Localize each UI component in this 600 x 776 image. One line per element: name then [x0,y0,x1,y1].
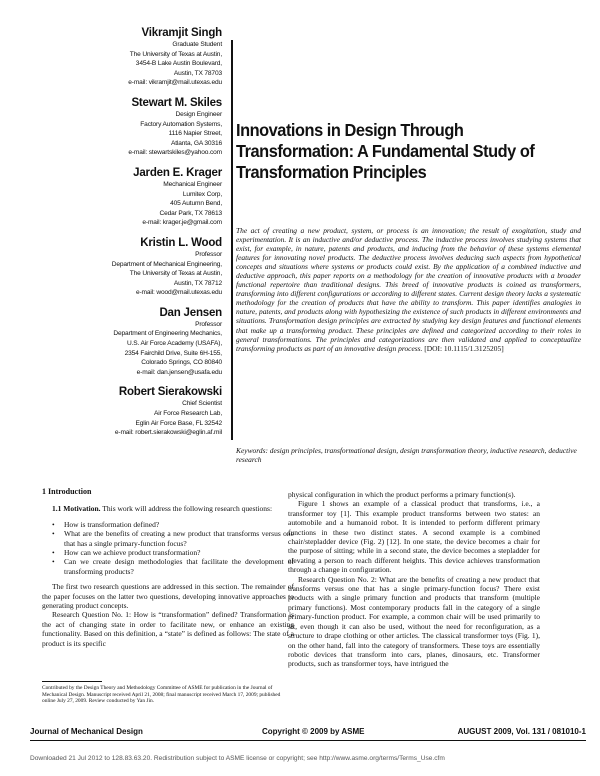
author-block [14,166,222,228]
body-column-right [288,490,540,669]
author-affiliation-line: Graduate Student [172,41,222,48]
page-footer [30,727,586,739]
author-email[interactable]: e-mail: dan.jensen@usafa.edu [136,368,222,376]
author-name: Kristin L. Wood [140,236,222,249]
author-affiliation-line: 2354 Fairchild Drive, Suite 6H-155, [124,349,222,357]
download-notice: Downloaded 21 Jul 2012 to 128.83.63.20. Redistribution subject to ASME license or copyright; see http://www.asme.org/terms/Terms_Use.cfm [30,755,445,762]
research-question: • How is transformation defined? [64,520,294,529]
research-question: • Can we create design methodologies that facilitate the development of transforming products? [64,557,294,576]
footer-rule [30,740,586,741]
author-block [14,26,222,88]
author-column [14,26,222,446]
vertical-rule [231,40,233,440]
author-email[interactable]: e-mail: robert.sierakowski@eglin.af.mil [114,429,222,437]
author-block [14,306,222,378]
author-affiliation-line: Design Engineer [175,110,222,118]
author-affiliation-line: U.S. Air Force Academy (USAFA), [126,340,222,348]
author-affiliation-line: Austin, TX 78712 [173,279,222,287]
paragraph: Figure 1 shows an example of a classical product that transforms, i.e., a transformer toy [1]. This example product transforms between two states: an automobile and a humanoid robot. It is intended to perform different primary functions in these two distinct states. A second example is a combined chair/stepladder device (Fig. 2) [12]. In one state, the device becomes a chair for the purpose of sitting; while in a second state, the device becomes a stepladder for elevating a person to reach different heights. This device achieves transformation through a change in configuration. [288,499,540,575]
author-block [14,236,222,298]
author-affiliation-line: Professor [195,250,222,258]
author-affiliation-line: Eglin Air Force Base, FL 32542 [135,419,222,427]
footnote-rule [42,681,102,682]
paragraph: Research Question No. 2: What are the benefits of creating a new product that transforms versus one that has a single primary-function focus? There exist products with a single primary function and products that transform (multiple primary functions). Most contemporary products fall in the category of a single primary-function product. For example, a common chair will be used primarily to sit, even though it can also be used, without the need for reconfiguration, as a structure to drape clothing or other articles. The classical transformer toys (Fig. 1), on the other hand, fall into the category of transformers. These toys are essentially robotic devices that transform into cars, planes, dinosaurs, etc. Transformer products, such as transformer toys, have intrigued the [288,574,540,669]
keywords: Keywords: design principles, transformational design, design transformation theory, inductive research, deductive research [236,446,577,465]
author-affiliation-line: 405 Autumn Bend, [170,200,222,208]
author-block [14,96,222,158]
paper-title: Innovations in Design Through Transformation: A Fundamental Study of Transformation Principles [236,120,535,182]
author-affiliation-line: Department of Engineering Mechanics, [113,330,222,338]
paragraph: physical configuration in which the product performs a primary function(s). [288,490,516,499]
research-questions-list [42,520,294,576]
author-affiliation-line: Air Force Research Lab, [153,410,222,418]
section-heading: 1 Introduction [42,487,92,496]
author-affiliation-line: Colorado Springs, CO 80840 [141,359,222,367]
author-affiliation-line: Mechanical Engineer [163,180,222,188]
author-affiliation-line: Professor [195,320,222,328]
paragraph: The first two research questions are addressed in this section. The remainder of the paper focuses on the latter two questions, developing innovative approaches to generating product concepts. [42,582,294,611]
research-question: • How can we achieve product transformation? [64,548,294,557]
author-affiliation-line: The University of Texas at Austin, [129,270,222,278]
body-column-left [42,487,294,648]
footnote: Contributed by the Design Theory and Methodology Committee of ASME for publication in the Journal of Mechanical Design. Manuscript received April 21, 2008; final manuscript received March 17, 2009; published online July 27, 2009. Review conducted by Yan Jin. [42,685,281,705]
author-affiliation-line: Chief Scientist [182,400,222,408]
abstract [236,226,581,353]
subsection-label: 1.1 Motivation. [52,504,101,514]
copyright: Copyright © 2009 by ASME [262,727,365,736]
author-name: Vikramjit Singh [141,27,222,39]
abstract-text: The act of creating a new product, system, or process is an innovation; the result of exogitation, study and experimentation. It is an inductive and/or deductive process. The inductive process involves studying systems that exist, for example, in nature, patents and products, and inducing from the behavior of these systems elemental features for innovating novel products. The deductive process involves deducing such aspects from hypothetical concepts and situations where systems or products could exist. By the application of a combined inductive and deductive approach, this paper reports on a methodology for the creation of innovative products with a broader functional repertoire than traditional designs. This breed of innovative products is coined as transformers, transforming into different configurations or according to different states. Current design theory lacks a systematic methodology for the creation of products that have the ability to transform. This paper identifies analogies in nature, patents, and products along with hypothesizing the existence of such products in different environments and situations. Transformation design principles are extracted by studying key design features and functional elements that make up a transforming product. These principles are defined and categorized according to their roles in general transformations. The principles and categorizations are then validated and applied to conceptualize transforming products as part of an innovative design process. [236,226,581,353]
research-question: • What are the benefits of creating a new product that transforms versus one that has a single primary-function focus? [64,529,294,548]
author-affiliation-line: 3454-B Lake Austin Boulevard, [135,60,222,68]
paragraph: Research Question No. 1: How is “transformation” defined? Transformation is the act of changing state in order to facilitate new, or enhance an existing functionality. Based on this definition, a “state” is defined as follows: The state of a product is its specific [42,610,294,648]
author-email[interactable]: e-mail: stewartskiles@yahoo.com [128,149,222,157]
author-affiliation-line: Factory Automation Systems, [140,120,222,128]
author-affiliation-line: Lumitex Corp, [182,190,222,198]
author-affiliation-line: The University of Texas at Austin, [129,50,222,58]
author-email[interactable]: e-mail: vikramjit@mail.utexas.edu [128,79,222,87]
author-name: Robert Sierakowski [118,386,222,399]
author-email[interactable]: e-mail: krager.je@gmail.com [142,219,222,227]
author-name: Dan Jensen [159,306,222,319]
doi[interactable]: [DOI: 10.1115/1.3125205] [424,343,504,353]
author-affiliation-line: Austin, TX 78703 [173,69,222,77]
author-affiliation-line: Department of Mechanical Engineering, [111,260,222,268]
author-name: Jarden E. Krager [133,166,222,179]
author-email[interactable]: e-mail: wood@mail.utexas.edu [135,289,222,297]
motivation-text: This work will address the following research questions: [100,504,273,514]
author-block [14,385,222,437]
issue-info: AUGUST 2009, Vol. 131 / 081010-1 [457,727,586,736]
journal-name: Journal of Mechanical Design [30,727,143,736]
author-affiliation-line: Cedar Park, TX 78613 [159,209,222,217]
author-name: Stewart M. Skiles [131,96,222,109]
author-affiliation-line: Atlanta, GA 30316 [171,139,222,147]
author-affiliation-line: 1116 Napier Street, [168,130,222,138]
